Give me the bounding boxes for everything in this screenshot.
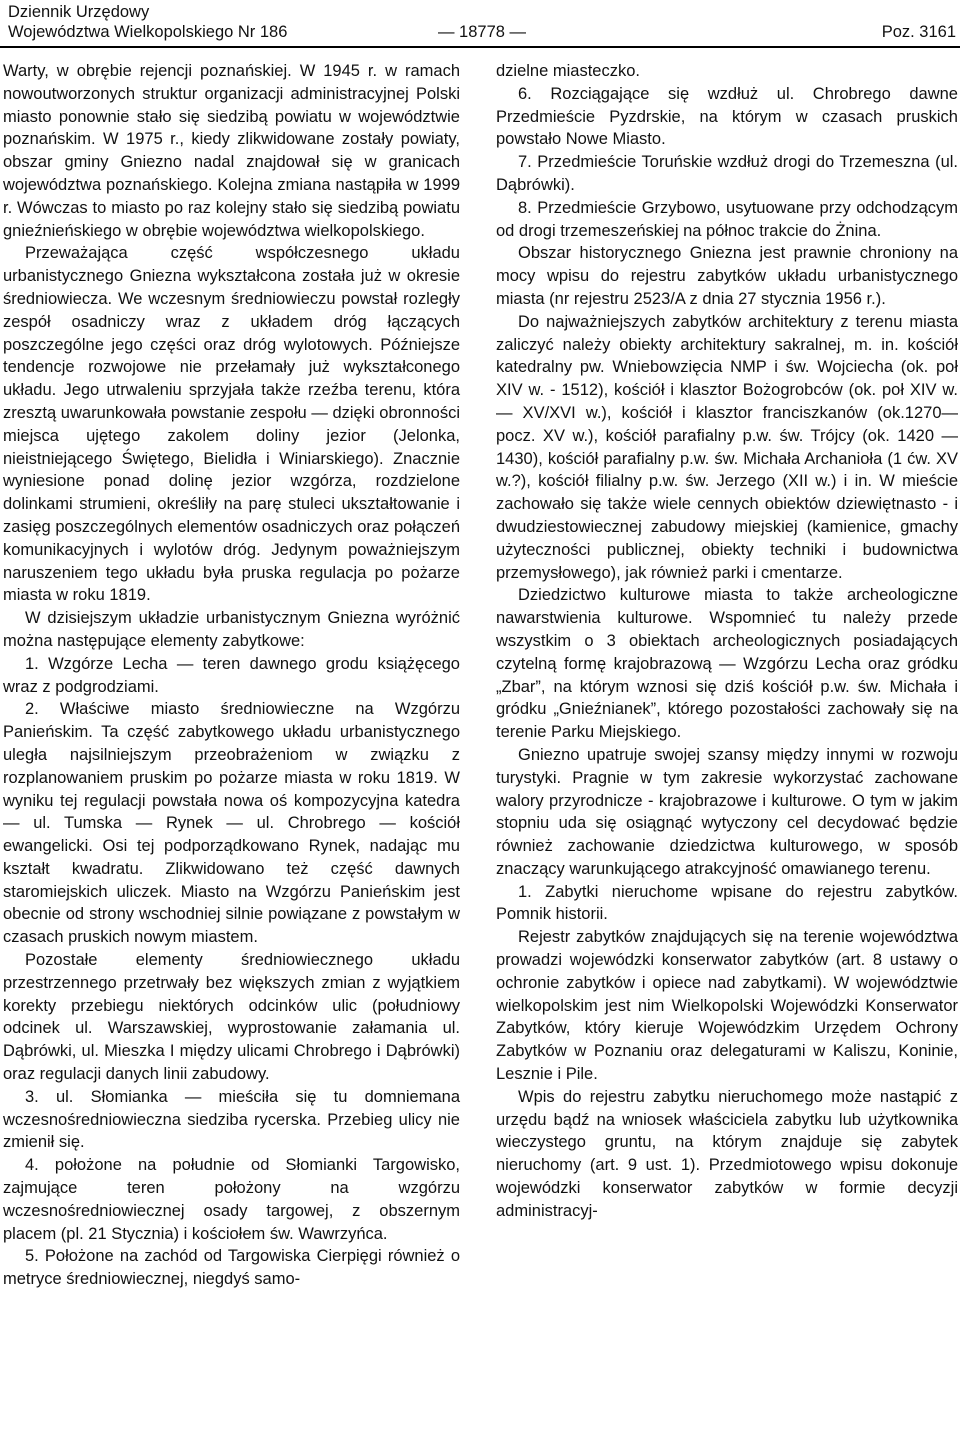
page-header [8,2,956,42]
list-item: 2. Właściwe miasto średniowieczne na Wzgórzu Panieńskim. Ta część zabytkowego układu urbanistycznego uległa najsilniejszym przeobrażeniom w związku z rozplanowaniem pruskim po pożarze miasta w roku 1819. W wyniku tej regulacji powstała nowa oś kompozycyjna katedra — ul. Tumska — Rynek — ul. Chrobrego — kościół ewangelicki. Osi tej podporządkowano Rynek, nadając mu kształt kwadratu. Zlikwidowano też część dawnych staromiejskich uliczek. Miasto na Wzgórzu Panieńskim jest obecnie od strony wschodniej silnie powiązane z powstałym w czasach pruskich nowym miastem. [3,700,460,947]
right-column [496,60,958,1223]
paragraph: Gniezno upatruje swojej szansy między innymi w rozwoju turystyki. Pragnie w tym zakresie wykorzystać zachowane walory przyrodnicze - krajobrazowe i kulturowe. O tym w jakim stopniu uda się osiągnąć wytyczony cel decydować będzie również zachowanie dziedzictwa kulturowego, w sposób znaczący warunkującego atrakcyjność omawianego terenu. [496,745,958,878]
list-item: 6. Rozciągające się wzdłuż ul. Chrobrego dawne Przedmieście Pyzdrskie, na którym w czasach pruskich powstało Nowe Miasto. [496,84,958,149]
paragraph: Do najważniejszych zabytków architektury z terenu miasta zaliczyć należy obiekty architektury sakralnej, m. in. kościół katedralny pw. Wniebowzięcia NMP i św. Wojciecha (ok. poł XIV w. - 1512), kościół i klasztor Bożogrobców (ok. poł XIV w. — XV/XVI w.), kościół i klasztor franciszkanów (ok.1270— pocz. XV w.), kościół parafialny p.w. św. Trójcy (ok. 1420 — 1430), kościół parafialny p.w. św. Michała Archanioła (1 ćw. XV w.?), kościół filialny p.w. św. Jerzego (XII w.) i in. W mieście zachowało się także wiele cennych obiektów dziewiętnasto - i dwudziestowiecznej zabudowy miejskiej (kamienice, gmachy użyteczności publicznej, obiekty techniki i budownictwa przemysłowego), jak również parki i cmentarze. [496,312,958,582]
publication-title: Dziennik Urzędowy [8,3,150,21]
list-item: 4. położone na południe od Słomianki Targowisko, zajmujące teren położony na wzgórzu wczesnośredniowiecznej osady targowej, z obszernym placem (pl. 21 Stycznia) i kościołem św. Wawrzyńca. [3,1156,460,1243]
paragraph: dzielne miasteczko. [496,62,640,80]
list-item: 8. Przedmieście Grzybowo, usytuowane przy odchodzącym od drogi trzemeszeńskiej na północ trakcie do Żnina. [496,198,958,240]
position-number: Poz. 3161 [881,23,956,41]
voivodeship-issue: Województwa Wielkopolskiego Nr 186 [8,23,288,41]
list-item: 1. Wzgórze Lecha — teren dawnego grodu książęcego wraz z podgrodziami. [3,654,460,696]
section-heading: 1. Zabytki nieruchome wpisane do rejestru zabytków. Pomnik historii. [496,882,958,924]
paragraph: Pozostałe elementy średniowiecznego układu przestrzennego przetrwały bez większych zmian z wyjątkiem korekty przebiegu niektórych odcinków ulic (południowy odcinek ul. Warszawskiej, wyprostowanie załamania ul. Dąbrówki, ul. Mieszka I między ulicami Chrobrego i Dąbrówki) oraz regulacji danych linii zabudowy. [3,951,460,1084]
paragraph: Wpis do rejestru zabytku nieruchomego może nastąpić z urzędu bądź na wniosek właściciela zabytku lub użytkownika wieczystego gruntu, na którym znajduje się zabytek nieruchomy (art. 9 ust. 1). Przedmiotowego wpisu dokonuje wojewódzki konserwator zabytków w formie decyzji administracyj- [496,1087,958,1220]
paragraph: Obszar historycznego Gniezna jest prawnie chroniony na mocy wpisu do rejestru zabytków układu urbanistycznego miasta (nr rejestru 2523/A z dnia 27 stycznia 1956 r.). [496,244,958,308]
list-item: 5. Położone na zachód od Targowiska Cierpięgi również o metryce średniowiecznej, niegdyś samo- [3,1247,460,1289]
header-rule [0,46,960,48]
page-number: — 18778 — [437,23,527,41]
list-item: 7. Przedmieście Toruńskie wzdłuż drogi do Trzemeszna (ul. Dąbrówki). [496,153,958,194]
paragraph: Warty, w obrębie rejencji poznańskiej. W 1945 r. w ramach nowoutworzonych struktur organizacji administracyjnej Polski miasto ponownie stało się siedzibą powiatu w województwie poznańskim. W 1975 r., kiedy zlikwidowane zostały powiaty, obszar gminy Gniezno nadal znajdował się w granicach województwa poznańskiego. Kolejna zmiana nastąpiła w 1999 r. Wówczas to miasto po raz kolejny stało się siedzibą powiatu gnieźnieńskiego w obrębie województwa wielkopolskiego. [3,62,460,240]
paragraph: Dziedzictwo kulturowe miasta to także archeologiczne nawarstwienia kulturowe. Wspomnieć tu należy przede wszystkim o 3 obiektach archeologicznych posiadających czytelną formę krajobrazową — Wzgórzu Lecha oraz gródku „Zbar”, na którym wznosi się dziś kościół p.w. św. Michała i gródku „Gnieźnianek”, którego pozostałości zachowały się na terenie Parku Miejskiego. [496,586,958,742]
paragraph: W dzisiejszym układzie urbanistycznym Gniezna wyróżnić można następujące elementy zabytkowe: [3,609,460,650]
paragraph: Przeważająca część współczesnego układu urbanistycznego Gniezna wykształcona została już w okresie średniowiecza. We wczesnym średniowieczu powstał rozległy zespół osadniczy wraz z układem dróg łączących poszczególne jego części oraz dróg wylotowych. Późniejsze tendencje rozwojowe nie przełamały już wykształconego układu. Jego utrwaleniu sprzyjała także rzeźba terenu, która zresztą uwarunkowała powstanie zespołu — dzięki obronności miejsca ujętego zakolem doliny jezior (Jelonka, nieistniejącego Świętego, Bielidła i Winiarskiego). Znacznie wyniesione ponad dolinę jezior wzgórza, rozdzielone dolinkami strumieni, określiły na parę stuleci ukształtowanie i zasięg poszczególnych elementów osadniczych oraz połączeń komunikacyjnych i wylotów dróg. Jedynym poważniejszym naruszeniem tego układu była pruska regulacja po pożarze miasta w roku 1819. [3,244,460,605]
paragraph: Rejestr zabytków znajdujących się na terenie województwa prowadzi wojewódzki konserwator zabytków (art. 8 ustawy o ochronie zabytków i opiece nad zabytkami). W województwie wielkopolskim jest nim Wielkopolski Wojewódzki Konserwator Zabytków, który kieruje Wojewódzkim Urzędem Ochrony Zabytków w Poznaniu oraz delegaturami w Kaliszu, Koninie, Lesznie i Pile. [496,928,958,1084]
left-column [3,60,460,1291]
list-item: 3. ul. Słomianka — mieściła się tu domniemana wczesnośredniowieczna siedziba rycerska. Przebieg ulicy nie zmienił się. [3,1087,460,1152]
